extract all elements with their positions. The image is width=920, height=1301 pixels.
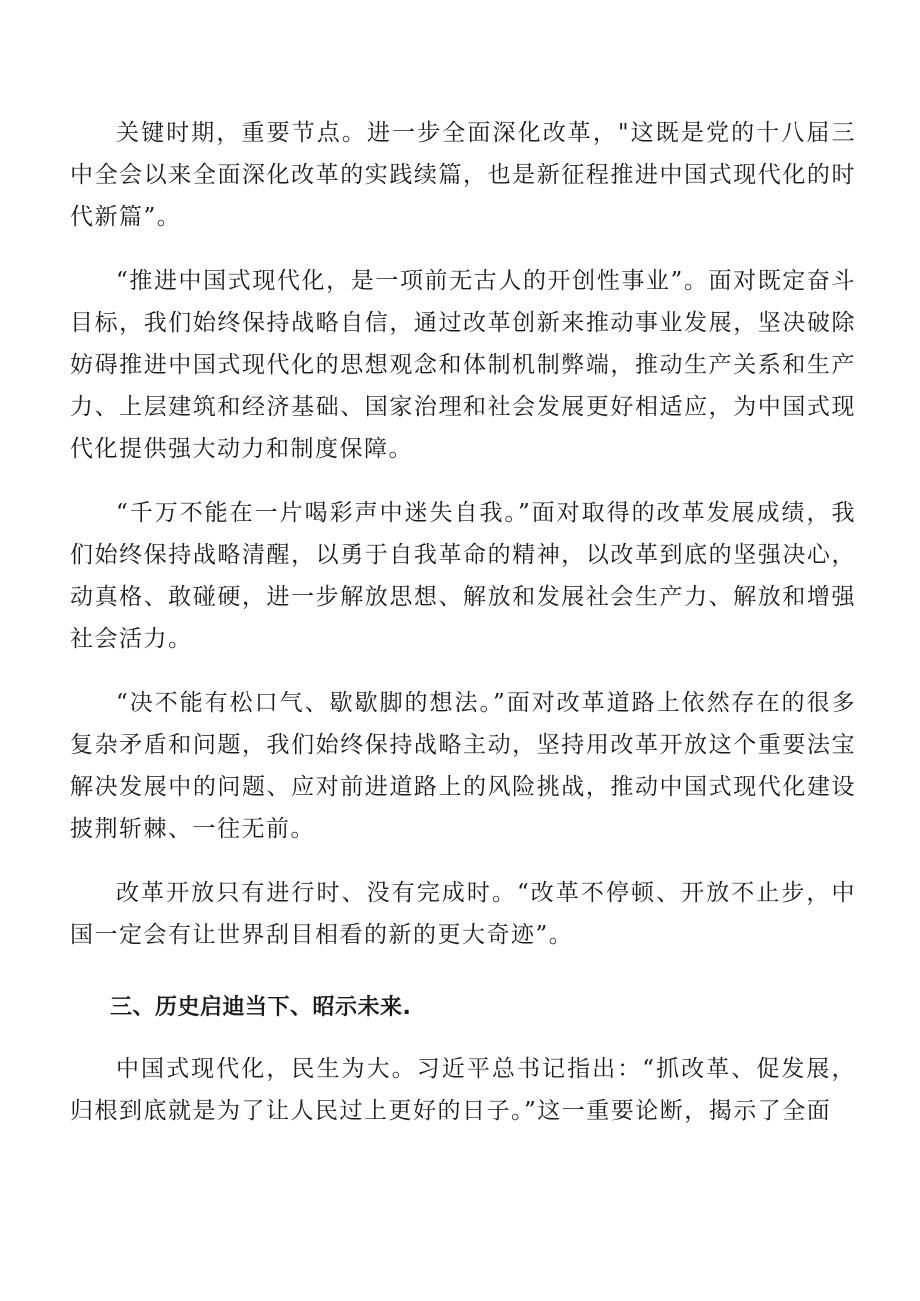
paragraph-1: 关键时期，重要节点。进一步全面深化改革，"这既是党的十八届三中全会以来全面深化改革的实践续篇，也是新征程推进中国式现代化的时代新篇”。 xyxy=(70,120,856,230)
section-heading: 三、历史启迪当下、昭示未来. xyxy=(110,995,412,1020)
paragraph-2: “推进中国式现代化，是一项前无古人的开创性事业”。面对既定奋斗目标，我们始终保持战略自信，通过改革创新来推动事业发展，坚决破除妨碍推进中国式现代化的思想观念和体制机制弊端，推动生产关系和生产力、上层建筑和经济基础、国家治理和社会发展更好相适应，为中国式现代化提供强大动力和制度保障。 xyxy=(70,268,856,462)
paragraph-6: 中国式现代化，民生为大。习近平总书记指出：“抓改革、促发展，归根到底就是为了让人民过上更好的日子。”这一重要论断，揭示了全面 xyxy=(70,1056,856,1124)
paragraph-3: “千万不能在一片喝彩声中迷失自我。”面对取得的改革发展成绩，我们始终保持战略清醒，以勇于自我革命的精神，以改革到底的坚强决心，动真格、敢碰硬，进一步解放思想、解放和发展社会生产力、解放和增强社会活力。 xyxy=(70,500,856,652)
paragraph-5: 改革开放只有进行时、没有完成时。“改革不停顿、开放不止步，中国一定会有让世界刮目相看的新的更大奇迹”。 xyxy=(70,880,856,948)
paragraph-4: “决不能有松口气、歇歇脚的想法。”面对改革道路上依然存在的很多复杂矛盾和问题，我们始终保持战略主动，坚持用改革开放这个重要法宝解决发展中的问题、应对前进道路上的风险挑战，推动中国式现代化建设披荆斩棘、一往无前。 xyxy=(70,690,856,842)
document-body xyxy=(70,112,856,1154)
